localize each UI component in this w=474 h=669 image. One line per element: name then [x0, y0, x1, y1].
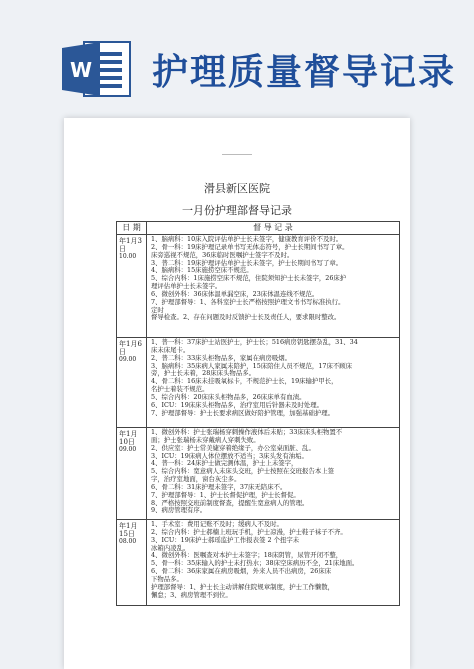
entry-line: 7、护理部督导：1、各科室护士长严格按照护理文书书写标准执行。	[151, 297, 345, 306]
entry-line: 6、骨二科：36床家属在病房吸烟，外来人员不出病房，26床床	[151, 567, 332, 576]
record-entries	[147, 520, 400, 606]
entry-line: 2、骨一科：19床护理记录单书写无体态符号，护士长期间书写了章。	[151, 242, 349, 251]
entry-line: 9、病房管理有序。	[151, 506, 207, 515]
svg-text:W: W	[69, 58, 93, 82]
entry-line: 下物品多。	[151, 574, 183, 583]
record-day: 年1月6日	[119, 340, 142, 356]
entry-line: 冰箱内凌乱。	[151, 543, 190, 552]
entry-line: 5、综合内科：20床床头柜物品多，26床床单有血渍。	[151, 392, 306, 401]
record-time: 09.00	[119, 356, 137, 363]
entry-line: 3、ICU：19床病人体位摆放不适当；3床头发有油垢。	[151, 451, 308, 460]
entry-line: 7、护理部督导：1、护士长督促护理，护士长督促。	[151, 490, 300, 499]
doc-title: 一月份护理部督导记录	[182, 204, 292, 217]
date-cell	[117, 235, 147, 338]
entry-line: 1、微创外科：护士张瑞杨穿刺操作液体后未贴；33床床头柜物置不	[151, 428, 343, 436]
entry-line: 7、护理部督导：护士长要求病区做好陪护管理，加强基础护理。	[151, 408, 335, 417]
record-day: 年1月15日	[119, 522, 138, 538]
record-time: 10.00	[119, 253, 137, 260]
entry-line: 理评估单护士长未签字。	[151, 282, 222, 291]
entry-line: 4、微创外科：医嘱查对本护士未签字；18床阴管，尿管开闭不整，	[151, 551, 343, 560]
date-cell	[117, 428, 147, 520]
banner	[0, 0, 474, 118]
entry-line: 名护士着装不规范。	[151, 385, 209, 394]
entry-line: 2、供应室：护士常美婕穿着绝缘子，办公室桌面脏、乱。	[151, 443, 315, 452]
entry-line: 2、综合内科：护士郝楠上班玩手机，护士凉漫，护士鞋子袜子不齐。	[151, 527, 347, 536]
entry-line: 1、脑病科：10床入院评估单护士长未签字，健康教育评价不及时。	[151, 235, 343, 243]
date-cell	[117, 338, 147, 428]
word-icon	[62, 40, 132, 98]
supervision-table	[116, 221, 400, 606]
entry-line: 1、手术室：费用记账不及时；缓病人不及时。	[151, 520, 283, 528]
table-row	[117, 338, 400, 428]
entry-line: 定时	[151, 305, 164, 314]
table-row	[117, 235, 400, 338]
entry-line: 3、脑病科：35床病人家属未陪护，15床陪住人员不规范，17床不顾床	[151, 361, 353, 370]
table-row	[117, 428, 400, 520]
entry-line: 4、骨二科：16床未挂吸氧标卡，不规范护士长，19床输护甲长，	[151, 377, 338, 386]
entry-line: 懈怠；3、病房管理不到位。	[151, 590, 232, 599]
entry-line: 旁，护士长未着，28床床头物品多。	[151, 369, 255, 378]
entry-line: 床未床尾卡。	[151, 345, 190, 354]
col-date-header: 日 期	[117, 222, 147, 235]
entry-line: 字，治疗室地面，窗台灰尘多。	[151, 475, 241, 484]
entry-line: 3、普二科：19床护理评估单护士长未签字，护士长期间书写了章。	[151, 258, 343, 267]
record-day: 年1月10日	[119, 430, 138, 446]
record-day: 年1月3日	[119, 237, 142, 253]
entry-line: 6、骨二科：31床护理未签字，37床无陪床不。	[151, 482, 287, 491]
table-header-row	[117, 222, 400, 235]
record-time: 08.00	[119, 538, 137, 545]
entry-line: 面；护士张瑞杨未穿戴病人穿刺失败。	[151, 435, 260, 444]
document-page	[64, 118, 410, 669]
entry-line: 8、严格按照交班前制度督查，提醒生宽意病人的管理。	[151, 498, 309, 507]
record-time: 09.00	[119, 446, 137, 453]
entry-line: 2、普二科：33床头柜物品多，家属在病房吸烟。	[151, 353, 292, 362]
entry-line: 护理部督导：1、护士长主动讲解住院规章制度，护士工作懒散，	[151, 582, 335, 591]
table-row	[117, 520, 400, 606]
entry-line: 4、普一科：24床护士做完测体温，护士上未签字，	[151, 459, 298, 468]
entry-line: 床旁巡视不规范，36床临时医嘱护士签字不及时。	[151, 250, 294, 259]
entry-line: 6、ICU：19床床头柜物品多，治疗室用后针器未及时处理。	[151, 400, 323, 409]
entry-line: 3、ICU：19床护士郝瑶监护工作报表签 2 个扭字未	[151, 535, 300, 544]
record-entries	[147, 338, 400, 428]
entry-line: 5、综合内科：宽意病人未床头交班，护士按照在交班报告本上签	[151, 467, 335, 476]
header-rule	[222, 154, 252, 155]
entry-line: 1、普一科：37床护士站医护士，护士长；516病房钥匙摆杂乱，31、34	[151, 338, 358, 346]
entry-line: 5、综合内科：1床施捞空床不规范，住院须知护士长未签字，26床护	[151, 274, 347, 283]
record-entries	[147, 428, 400, 520]
entry-line: 5、骨一科：35床输入的护士未打热水；38床空床病历不全，21床地面。	[151, 559, 359, 568]
entry-line: 4、脑病科：15床施捞空床不规范。	[151, 266, 253, 275]
date-cell	[117, 520, 147, 606]
hospital-name: 滑县新区医院	[204, 182, 270, 195]
entry-line: 督导检查。2、存在问题及时反馈护士长及责任人，要求限时整改。	[151, 313, 341, 322]
col-record-header: 督 导 记 录	[147, 222, 400, 235]
record-entries	[147, 235, 400, 338]
banner-title: 护理质量督导记录	[152, 52, 457, 93]
entry-line: 6、微创外科：36床体温单漏空床，23床体温连线不规范。	[151, 289, 319, 298]
